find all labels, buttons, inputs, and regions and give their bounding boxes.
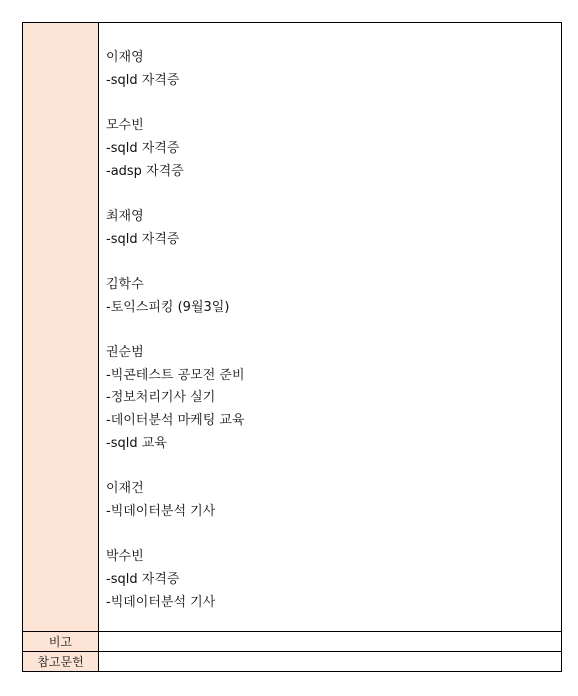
references-row bbox=[23, 652, 562, 672]
person-item: -adsp 자격증 bbox=[106, 163, 184, 179]
person-item: -sqld 자격증 bbox=[106, 72, 180, 88]
note-value-cell[interactable] bbox=[99, 632, 562, 652]
content-label-cell bbox=[23, 23, 99, 632]
person-entry bbox=[106, 274, 561, 319]
person-item: -빅데이터분석 기사 bbox=[106, 594, 216, 610]
person-item: -sqld 자격증 bbox=[106, 140, 180, 156]
person-item: -데이터분석 마케팅 교육 bbox=[106, 413, 245, 429]
note-label: 비고 bbox=[23, 632, 99, 652]
person-name: 박수빈 bbox=[106, 549, 144, 565]
person-item: -sqld 교육 bbox=[106, 435, 167, 451]
person-name: 김학수 bbox=[106, 276, 144, 292]
content-row bbox=[23, 23, 562, 632]
person-item: -빅데이터분석 기사 bbox=[106, 503, 216, 519]
person-item: -빅콘테스트 공모전 준비 bbox=[106, 367, 245, 383]
person-entry bbox=[106, 342, 561, 456]
person-entry bbox=[106, 478, 561, 523]
note-row bbox=[23, 632, 562, 652]
person-name: 이재영 bbox=[106, 50, 144, 65]
person-entry bbox=[106, 115, 561, 183]
people-list bbox=[99, 23, 561, 614]
person-name: 이재건 bbox=[106, 481, 144, 497]
person-item: -sqld 자격증 bbox=[106, 572, 180, 588]
person-item: -토익스피킹 (9월3일) bbox=[106, 299, 230, 315]
document-table bbox=[22, 22, 562, 672]
person-item: -sqld 자격증 bbox=[106, 231, 180, 247]
person-name: 최재영 bbox=[106, 208, 144, 224]
content-cell bbox=[99, 23, 562, 632]
person-name: 권순범 bbox=[106, 345, 144, 361]
person-entry bbox=[106, 47, 561, 92]
person-item: -정보처리기사 실기 bbox=[106, 390, 216, 406]
person-entry bbox=[106, 206, 561, 251]
person-name: 모수빈 bbox=[106, 118, 144, 134]
person-entry bbox=[106, 546, 561, 614]
references-label: 참고문헌 bbox=[23, 652, 99, 672]
references-value-cell[interactable] bbox=[99, 652, 562, 672]
